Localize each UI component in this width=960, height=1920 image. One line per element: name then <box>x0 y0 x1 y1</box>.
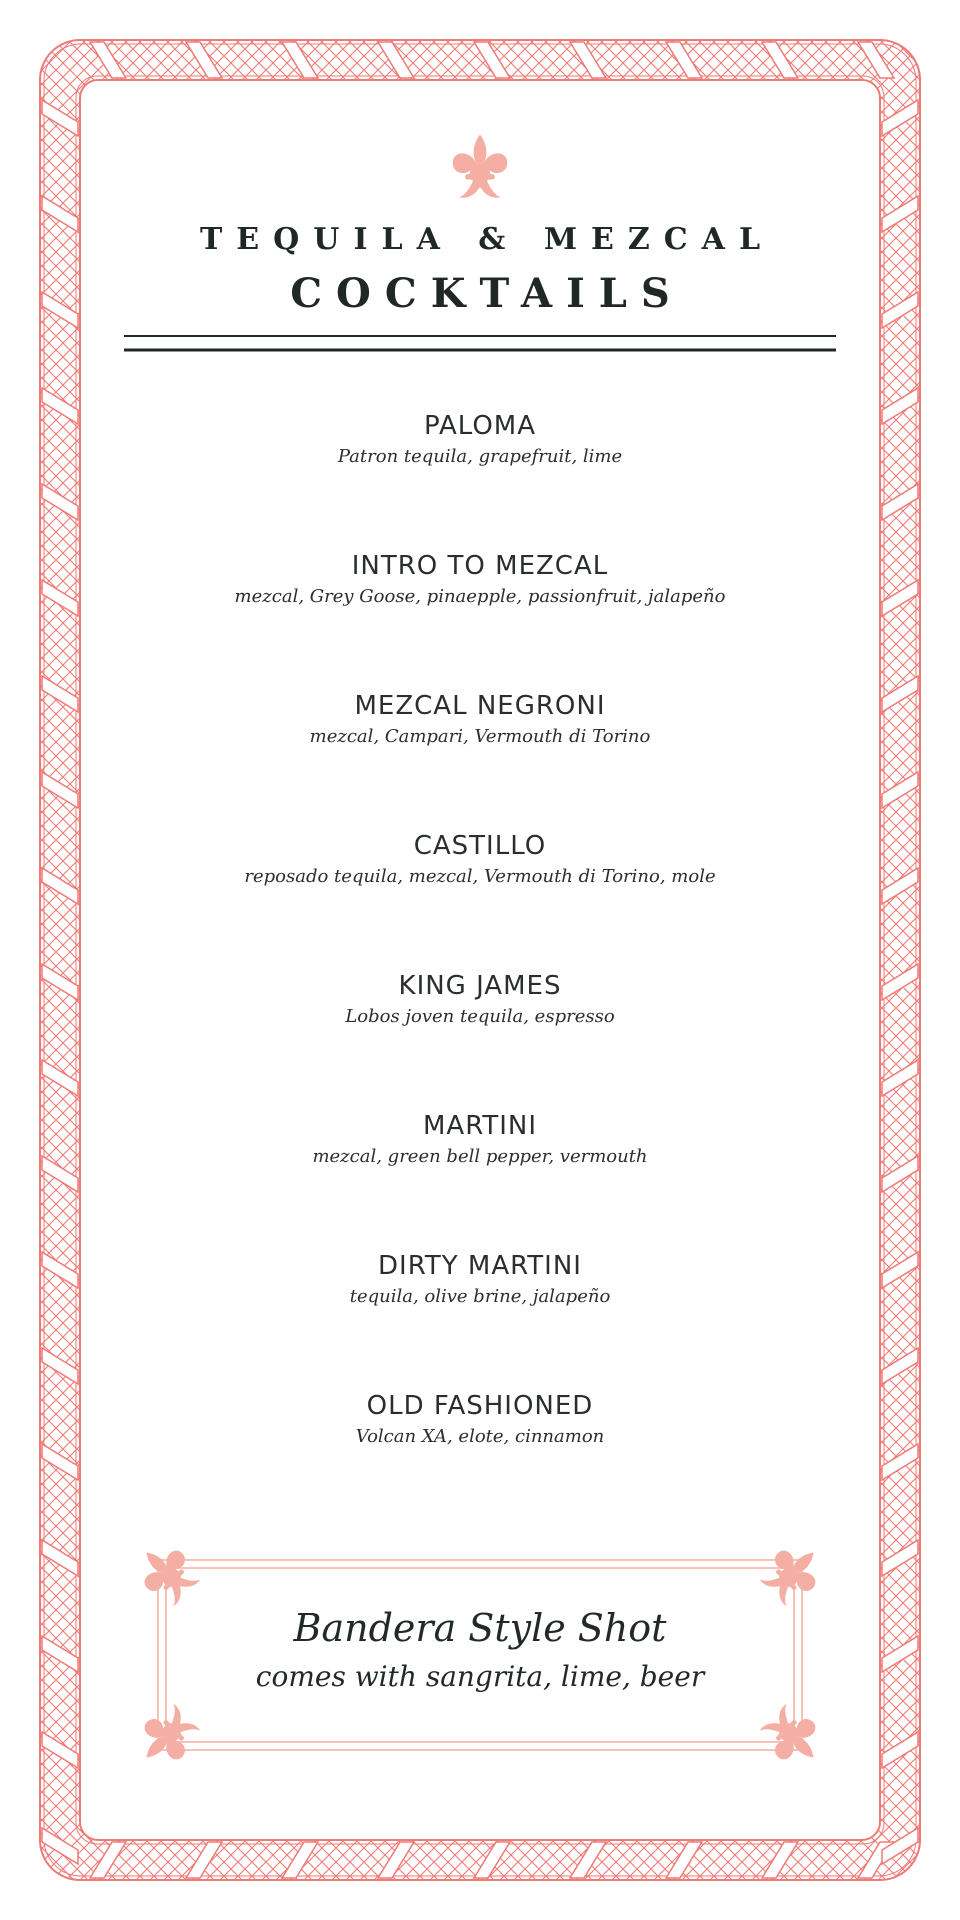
item-description: mezcal, Campari, Vermouth di Torino <box>309 726 651 747</box>
menu-item <box>0 550 960 610</box>
menu-item <box>0 830 960 890</box>
item-name: PALOMA <box>423 411 537 441</box>
item-name: INTRO TO MEZCAL <box>351 551 609 581</box>
menu-item <box>0 970 960 1030</box>
item-name: OLD FASHIONED <box>366 1391 594 1421</box>
item-description: reposado tequila, mezcal, Vermouth di Torino, mole <box>244 866 716 887</box>
item-name: CASTILLO <box>413 831 547 861</box>
menu-item <box>0 410 960 470</box>
item-description: Volcan XA, elote, cinnamon <box>355 1426 605 1447</box>
menu-item <box>0 1250 960 1310</box>
item-name: KING JAMES <box>398 971 562 1001</box>
item-description: mezcal, Grey Goose, pinaepple, passionfruit, jalapeño <box>234 586 726 607</box>
item-name: MARTINI <box>422 1111 538 1141</box>
menu-title-line2: COCKTAILS <box>290 270 684 317</box>
menu-item <box>0 1110 960 1170</box>
item-description: tequila, olive brine, jalapeño <box>349 1286 611 1307</box>
shot-subtitle: comes with sangrita, lime, beer <box>255 1660 705 1693</box>
menu-title-line1: TEQUILA & MEZCAL <box>199 222 775 257</box>
shot-title: Bandera Style Shot <box>293 1606 667 1650</box>
item-description: mezcal, green bell pepper, vermouth <box>312 1146 648 1167</box>
menu-item <box>0 690 960 750</box>
menu-item <box>0 1390 960 1450</box>
item-description: Lobos joven tequila, espresso <box>345 1006 615 1027</box>
item-description: Patron tequila, grapefruit, lime <box>337 446 623 467</box>
item-name: MEZCAL NEGRONI <box>354 691 606 721</box>
item-name: DIRTY MARTINI <box>378 1251 582 1281</box>
